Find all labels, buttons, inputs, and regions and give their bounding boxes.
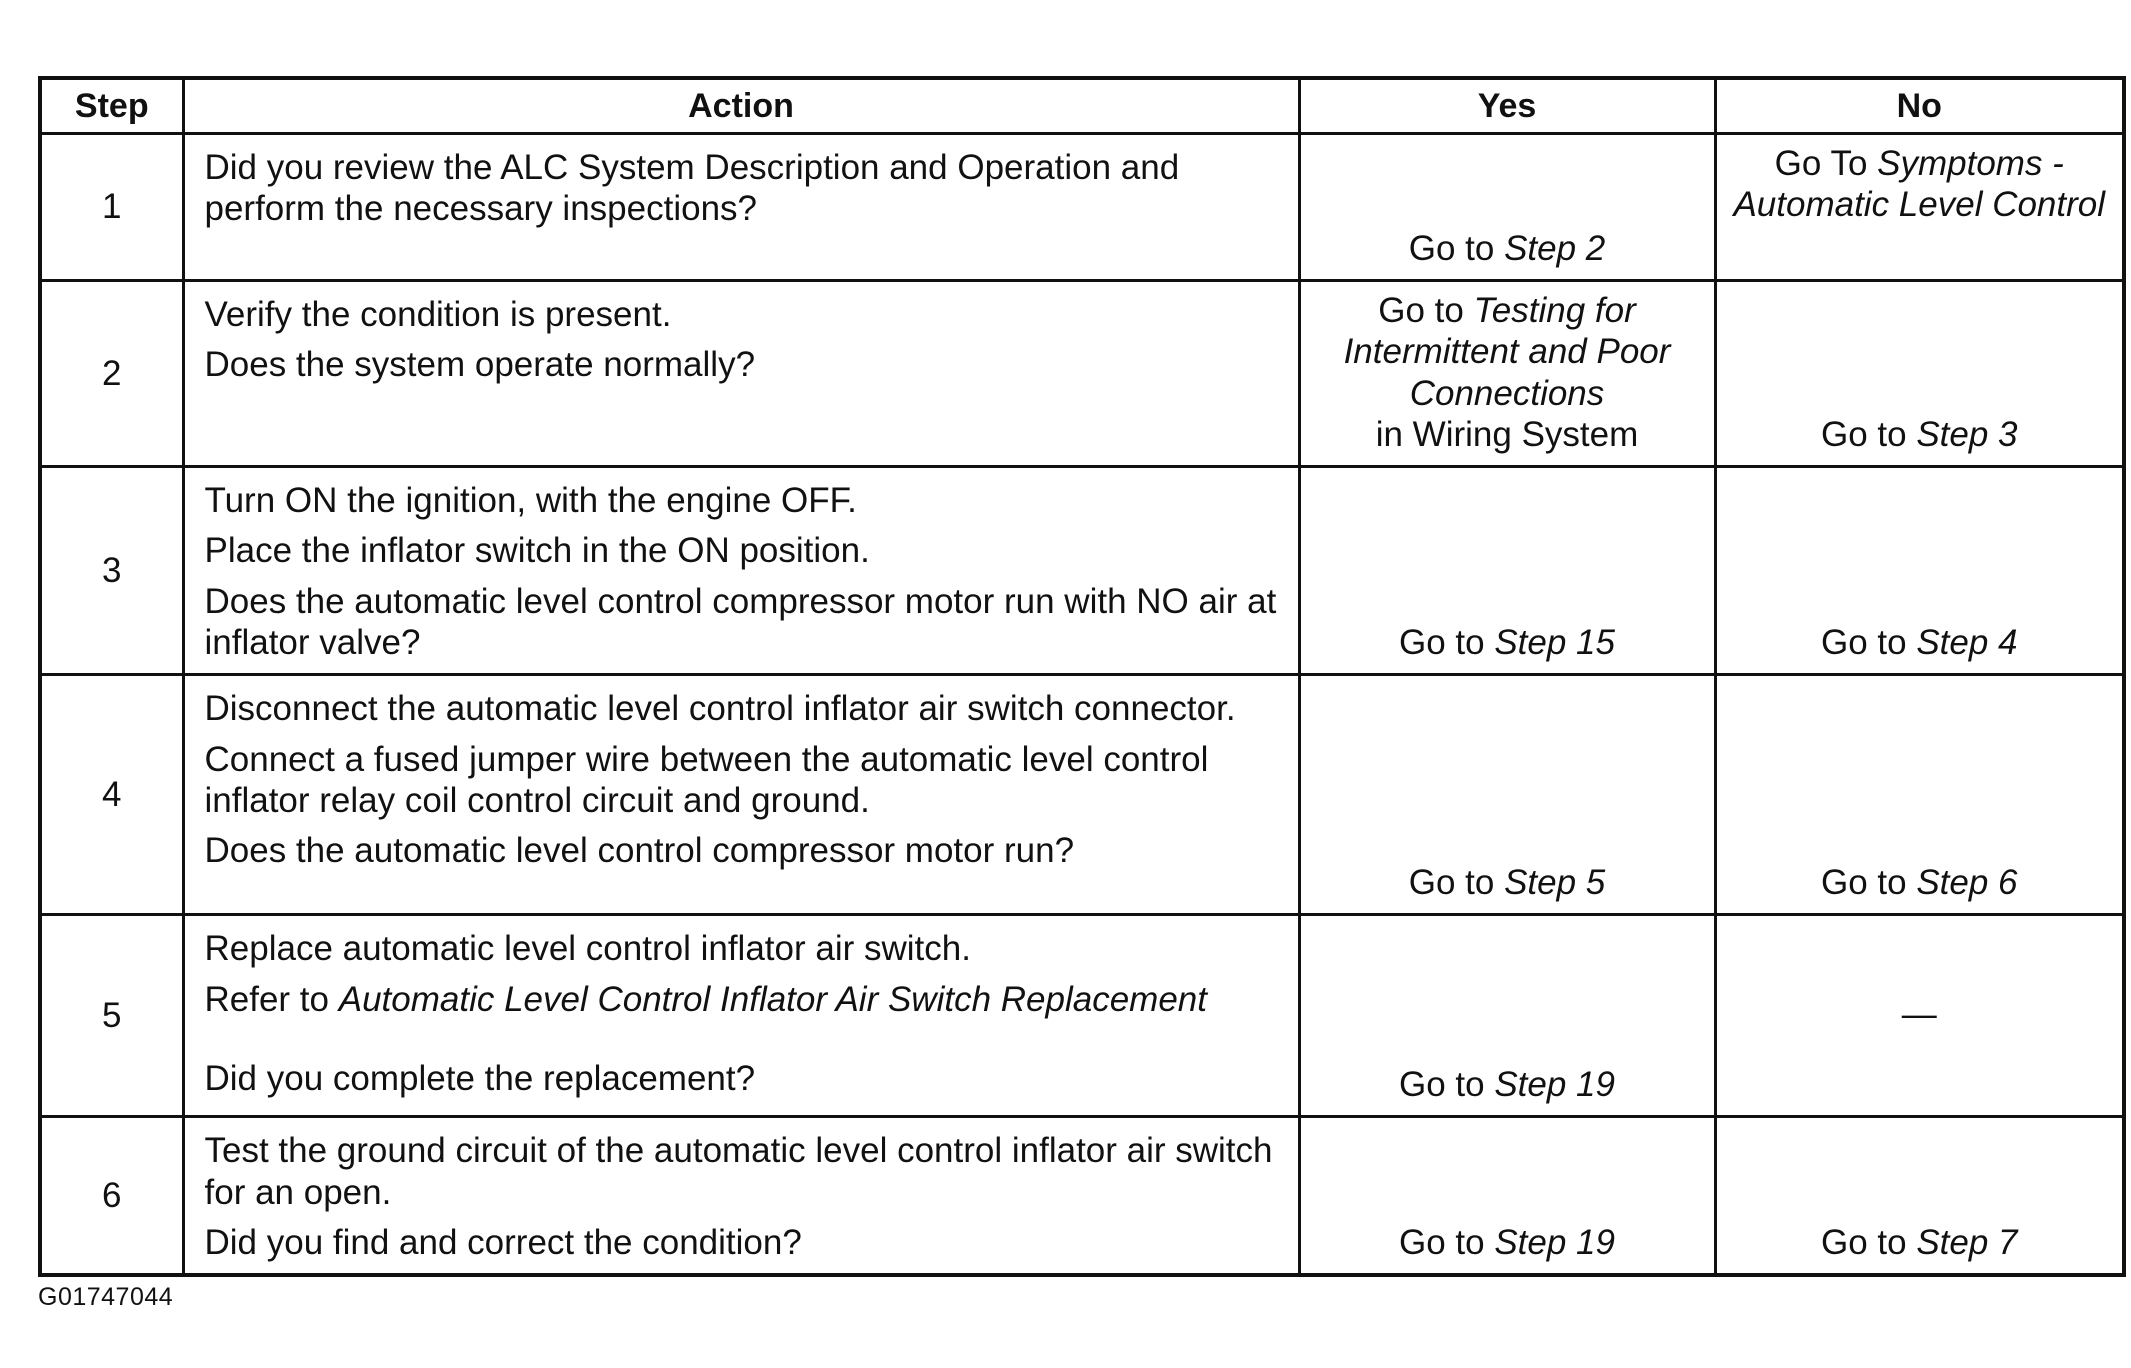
table-row: [40, 467, 2124, 675]
no-prefix: Go to: [1820, 863, 1917, 903]
header-step: Step: [40, 78, 183, 134]
no-step-link[interactable]: Step 4: [1916, 623, 2018, 663]
action-question: Does the automatic level control compressor motor run with NO air at inflator valve?: [204, 581, 1277, 663]
no-not-applicable: —: [1901, 995, 1937, 1035]
action-text: Replace automatic level control inflator air switch.: [204, 929, 971, 969]
yes-step-link[interactable]: Step 19: [1494, 1222, 1615, 1262]
yes-prefix: Go to: [1408, 863, 1505, 903]
action-text: Verify the condition is present.: [204, 295, 672, 334]
table-row: [40, 1117, 2124, 1275]
header-yes: Yes: [1299, 78, 1715, 134]
yes-prefix: Go to: [1399, 623, 1495, 663]
action-text: Disconnect the automatic level control inflator air switch connector.: [204, 689, 1236, 729]
action-cell: [183, 915, 1299, 1117]
yes-cell: [1299, 467, 1715, 675]
yes-cell: [1299, 915, 1715, 1117]
yes-cell: [1299, 134, 1715, 281]
step-number: 2: [40, 281, 183, 467]
figure-id: G01747044: [38, 1283, 174, 1311]
reference-prefix: Refer to: [204, 979, 339, 1019]
action-question: Does the system operate normally?: [204, 345, 756, 385]
table-row: [40, 134, 2124, 281]
yes-step-link[interactable]: Step 15: [1494, 623, 1615, 663]
action-text: Test the ground circuit of the automatic level control inflator air switch for an open.: [204, 1131, 1273, 1212]
action-text: Did you review the ALC System Description and Operation and perform the necessary inspections?: [204, 148, 1180, 229]
table-row: [40, 915, 2124, 1117]
no-cell: [1715, 281, 2124, 467]
action-question: Did you find and correct the condition?: [204, 1222, 802, 1262]
yes-step-link[interactable]: Step 2: [1504, 228, 1606, 268]
action-cell: [183, 1117, 1299, 1275]
table-row: [40, 675, 2124, 915]
no-cell: [1715, 675, 2124, 915]
action-question: Does the automatic level control compressor motor run?: [204, 831, 1075, 871]
no-symptoms-link[interactable]: Symptoms - Automatic Level Control: [1733, 144, 2106, 225]
yes-cell: [1299, 281, 1715, 467]
header-action: Action: [183, 78, 1299, 134]
yes-cell: [1299, 675, 1715, 915]
yes-step-link[interactable]: Step 19: [1494, 1065, 1615, 1105]
no-step-link[interactable]: Step 3: [1916, 414, 2018, 454]
action-cell: [183, 134, 1299, 281]
header-no: No: [1715, 78, 2124, 134]
yes-testing-link[interactable]: Testing for Intermittent and Poor Connections: [1343, 291, 1671, 413]
action-text: Turn ON the ignition, with the engine OFF.: [204, 481, 857, 521]
no-cell: [1715, 1117, 2124, 1275]
replacement-procedure-link[interactable]: Automatic Level Control Inflator Air Switch Replacement: [338, 979, 1207, 1019]
action-question: Did you complete the replacement?: [204, 1058, 756, 1098]
action-reference: [205, 979, 1286, 1020]
yes-prefix: Go to: [1399, 1065, 1495, 1105]
diagnostic-table: [38, 76, 2126, 1277]
action-cell: [183, 281, 1299, 467]
no-cell: [1715, 134, 2124, 281]
no-prefix: Go to: [1820, 414, 1917, 454]
no-cell: [1715, 915, 2124, 1117]
no-step-link[interactable]: Step 7: [1916, 1222, 2018, 1262]
yes-prefix: Go to: [1399, 1222, 1495, 1262]
no-prefix: Go To: [1774, 144, 1878, 183]
action-text: Place the inflator switch in the ON position.: [204, 531, 870, 571]
yes-suffix: in Wiring System: [1375, 414, 1639, 454]
step-number: 6: [40, 1117, 183, 1275]
yes-prefix: Go to: [1378, 291, 1474, 330]
action-text: Connect a fused jumper wire between the automatic level control inflator relay coil control circuit and ground.: [204, 739, 1209, 820]
yes-step-link[interactable]: Step 5: [1504, 863, 1606, 903]
step-number: 3: [40, 467, 183, 675]
yes-cell: [1299, 1117, 1715, 1275]
yes-prefix: Go to: [1408, 228, 1505, 268]
no-step-link[interactable]: Step 6: [1916, 863, 2018, 903]
step-number: 4: [40, 675, 183, 915]
no-prefix: Go to: [1820, 1222, 1917, 1262]
no-cell: [1715, 467, 2124, 675]
action-cell: [183, 467, 1299, 675]
table-header-row: [40, 78, 2124, 134]
no-prefix: Go to: [1820, 623, 1917, 663]
action-cell: [183, 675, 1299, 915]
step-number: 1: [40, 134, 183, 281]
step-number: 5: [40, 915, 183, 1117]
table-row: [40, 281, 2124, 467]
